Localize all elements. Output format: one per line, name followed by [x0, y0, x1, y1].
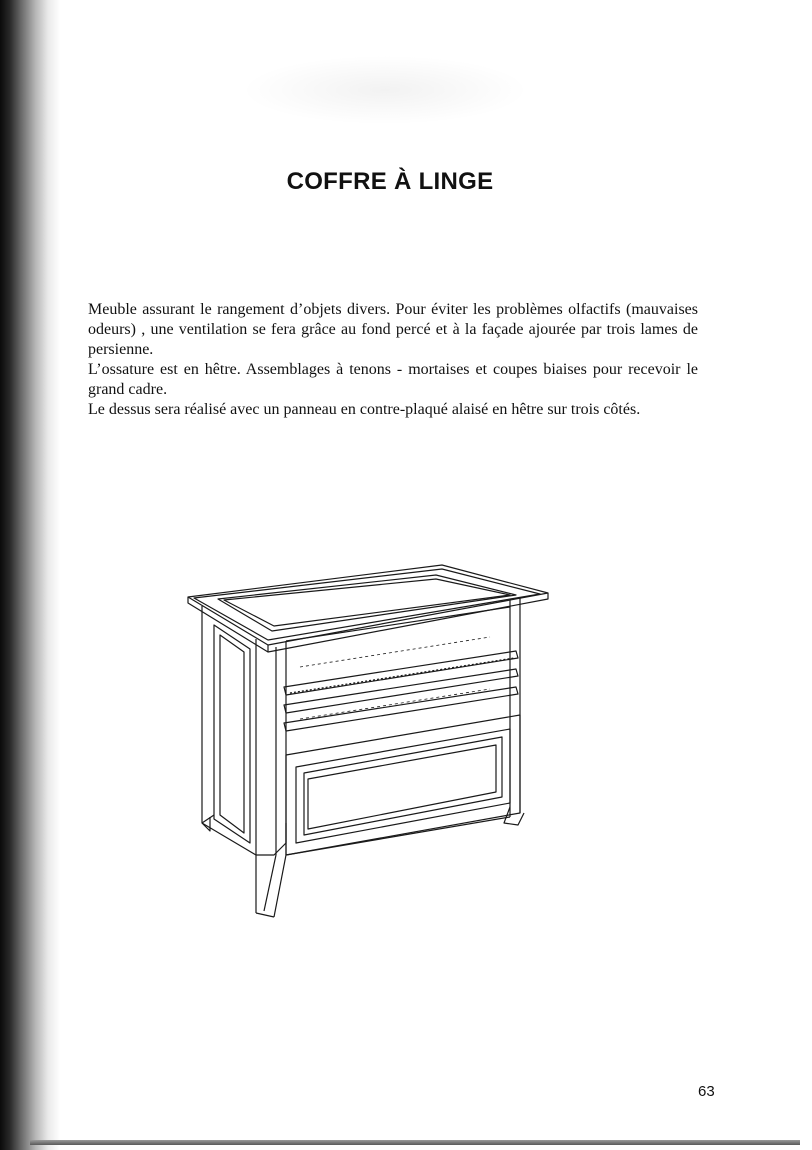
paragraph-3: Le dessus sera réalisé avec un panneau en contre-plaqué alaisé en hêtre sur trois côtés.: [88, 401, 641, 418]
page-title: COFFRE À LINGE: [286, 168, 494, 195]
chest-side: [202, 606, 286, 917]
chest-top: [188, 565, 548, 652]
front-panel: [286, 715, 520, 855]
paragraph-2: L’ossature est en hêtre. Assemblages à tenons - mortaises et coupes biaises pour recevoir le grand cadre.: [88, 361, 698, 398]
paragraph-1: Meuble assurant le rangement d’objets divers. Pour éviter les problèmes olfactifs (mauvaises odeurs) , une ventilation se fera grâce au fond percé et à la façade ajourée par trois lames de persienne.: [88, 301, 698, 358]
description-text: [88, 300, 698, 420]
bottom-edge-rule: [30, 1140, 800, 1145]
page-number: 63: [698, 1083, 715, 1100]
show-through-smudge: [240, 55, 530, 125]
linen-chest-drawing: [180, 555, 560, 935]
chest-front: [276, 597, 520, 855]
louvre-slats: [284, 637, 518, 731]
